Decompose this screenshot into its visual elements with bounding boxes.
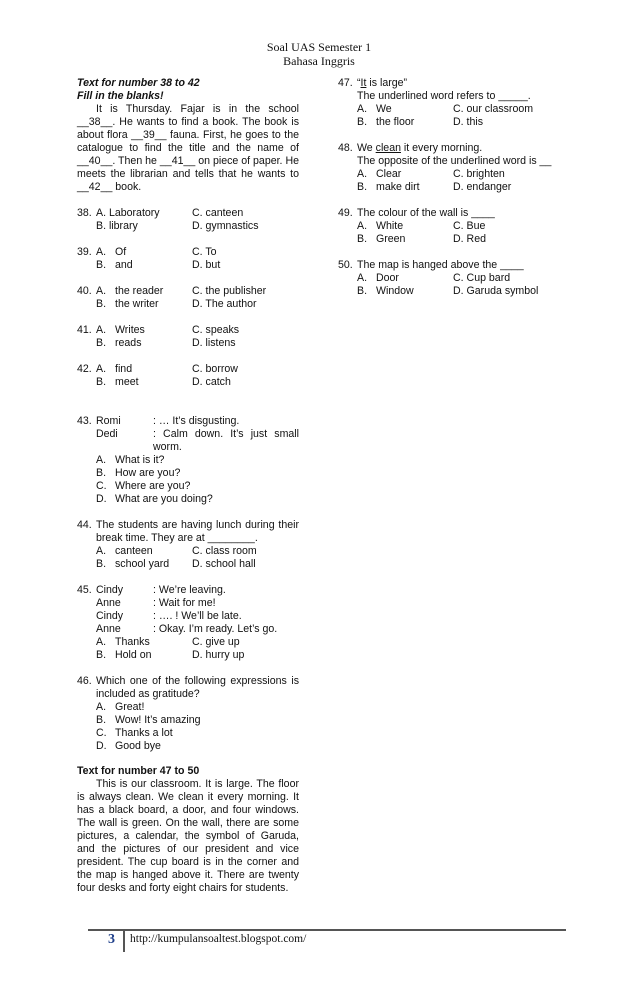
option-b[interactable]: B. Green [357, 233, 406, 245]
speaker: Cindy [96, 584, 124, 596]
option-a[interactable]: A. Of [96, 246, 127, 258]
option-b[interactable]: B. library [96, 220, 138, 232]
option-d[interactable]: D. Red [453, 233, 486, 245]
question-stem: Which one of the following expressions is included as gratitude? [96, 675, 299, 700]
text2 [77, 765, 299, 895]
text1-title: Text for number 38 to 42 [77, 77, 200, 89]
option-d[interactable]: D. Good bye [96, 740, 161, 752]
text1-instruction: Fill in the blanks! [77, 90, 164, 102]
option-a[interactable]: A. Writes [96, 324, 145, 336]
option-d[interactable]: D. What are you doing? [96, 493, 213, 505]
speaker: Dedi [96, 428, 118, 440]
option-c[interactable]: C. Cup bard [453, 272, 511, 284]
question-number: 50. [338, 259, 353, 271]
question-46 [77, 675, 299, 753]
page-number-separator [123, 930, 125, 952]
question-45 [77, 584, 299, 662]
option-c[interactable]: C. our classroom [453, 103, 534, 115]
question-42 [77, 363, 299, 389]
speaker: Anne [96, 623, 121, 635]
footer-divider [88, 929, 566, 931]
question-stem: The opposite of the underlined word is __ [357, 155, 552, 167]
question-number: 47. [338, 77, 353, 89]
question-number: 45. [77, 584, 92, 596]
question-number: 38. [77, 207, 92, 219]
option-d[interactable]: D. listens [192, 337, 236, 349]
option-b[interactable]: B. Hold on [96, 649, 152, 661]
option-c[interactable]: C. To [192, 246, 217, 258]
option-c[interactable]: C. Bue [453, 220, 486, 232]
page-title: Soal UAS Semester 1 [266, 40, 372, 54]
question-number: 49. [338, 207, 353, 219]
option-b[interactable]: B. reads [96, 337, 142, 349]
question-38 [77, 207, 299, 233]
option-a[interactable]: A. Laboratory [96, 207, 160, 219]
option-b[interactable]: B. and [96, 259, 133, 271]
text1-passage: It is Thursday. Fajar is in the school __38__. He wants to find a book. The book is about flora __39__ fauna. First, he goes to the catalogue to find the title and the name of __40__. Then he __41__ on piece of paper. He meets the librarian and tells that he wants to __42__ book. [77, 103, 299, 193]
dialogue-line: : …. ! We’ll be late. [153, 610, 242, 622]
option-c[interactable]: C. speaks [192, 324, 240, 336]
speaker: Romi [96, 415, 121, 427]
option-d[interactable]: D. this [453, 116, 484, 128]
option-c[interactable]: C. Thanks a lot [96, 727, 173, 739]
option-b[interactable]: B. make dirt [357, 181, 420, 193]
option-d[interactable]: D. endanger [453, 181, 512, 193]
option-a[interactable]: A. White [357, 220, 404, 232]
question-number: 46. [77, 675, 92, 687]
option-b[interactable]: B. the floor [357, 116, 415, 128]
option-b[interactable]: B. Window [357, 285, 414, 297]
question-43 [77, 415, 299, 506]
question-47 [338, 77, 568, 129]
option-c[interactable]: C. borrow [192, 363, 238, 375]
question-number: 48. [338, 142, 353, 154]
question-quote: We clean it every morning. [357, 142, 483, 154]
speaker: Cindy [96, 610, 124, 622]
option-c[interactable]: C. give up [192, 636, 240, 648]
option-d[interactable]: D. hurry up [192, 649, 245, 661]
option-b[interactable]: B. meet [96, 376, 139, 388]
option-c[interactable]: C. canteen [192, 207, 244, 219]
dialogue-line: : Calm down. It’s just small worm. [153, 428, 299, 453]
text2-title: Text for number 47 to 50 [77, 765, 200, 777]
option-c[interactable]: C. class room [192, 545, 257, 557]
question-number: 43. [77, 415, 92, 427]
question-41 [77, 324, 299, 350]
option-d[interactable]: D. catch [192, 376, 231, 388]
question-44 [77, 519, 299, 571]
right-column [338, 77, 568, 298]
question-number: 41. [77, 324, 92, 336]
question-number: 42. [77, 363, 92, 375]
question-stem: The colour of the wall is ____ [357, 207, 495, 219]
option-d[interactable]: D. gymnastics [192, 220, 259, 232]
dialogue-line: : Okay. I’m ready. Let’s go. [153, 623, 278, 635]
option-a[interactable]: A. We [357, 103, 392, 115]
question-stem: The map is hanged above the ____ [357, 259, 524, 271]
question-stem: The students are having lunch during their break time. They are at ________. [96, 519, 299, 544]
dialogue-line: : … It’s disgusting. [153, 415, 240, 427]
question-48 [338, 142, 568, 194]
text2-passage: This is our classroom. It is large. The floor is always clean. We clean it every morning. It has a black board, a door, and four windows. The wall is green. On the wall, there are some pictures, a calendar, the symbol of Garuda, and the pictures of our president and vice president. The cup board is in the corner and the map is hanged above it. There are twenty four desks and forty eight chairs for students. [77, 778, 299, 894]
option-a[interactable]: A. Door [357, 272, 399, 284]
option-a[interactable]: A. find [96, 363, 133, 375]
question-number: 44. [77, 519, 92, 531]
question-quote: “It is large” [357, 77, 408, 89]
option-a[interactable]: A. Thanks [96, 636, 150, 648]
option-d[interactable]: D. The author [192, 298, 257, 310]
option-b[interactable]: B. the writer [96, 298, 159, 310]
option-b[interactable]: B. How are you? [96, 467, 181, 479]
page-number: 3 [108, 932, 115, 947]
dialogue-line: : Wait for me! [153, 597, 216, 609]
dialogue-line: : We’re leaving. [153, 584, 226, 596]
option-d[interactable]: D. Garuda symbol [453, 285, 539, 297]
left-column [77, 77, 299, 895]
option-a[interactable]: A. canteen [96, 545, 153, 557]
page-subtitle: Bahasa Inggris [283, 54, 355, 68]
option-c[interactable]: C. Where are you? [96, 480, 191, 492]
question-number: 40. [77, 285, 92, 297]
question-number: 39. [77, 246, 92, 258]
option-d[interactable]: D. school hall [192, 558, 256, 570]
option-a[interactable]: A. Great! [96, 701, 145, 713]
option-c[interactable]: C. the publisher [192, 285, 267, 297]
option-b[interactable]: B. school yard [96, 558, 170, 570]
question-stem: The underlined word refers to _____. [357, 90, 531, 102]
option-b[interactable]: B. Wow! It’s amazing [96, 714, 201, 726]
option-a[interactable]: A. the reader [96, 285, 164, 297]
option-d[interactable]: D. but [192, 259, 221, 271]
footer-url[interactable]: http://kumpulansoaltest.blogspot.com/ [130, 933, 307, 945]
speaker: Anne [96, 597, 121, 609]
question-49 [338, 207, 568, 246]
option-c[interactable]: C. brighten [453, 168, 505, 180]
question-39 [77, 246, 299, 272]
option-a[interactable]: A. Clear [357, 168, 402, 180]
question-50 [338, 259, 568, 298]
question-40 [77, 285, 299, 311]
option-a[interactable]: A. What is it? [96, 454, 165, 466]
